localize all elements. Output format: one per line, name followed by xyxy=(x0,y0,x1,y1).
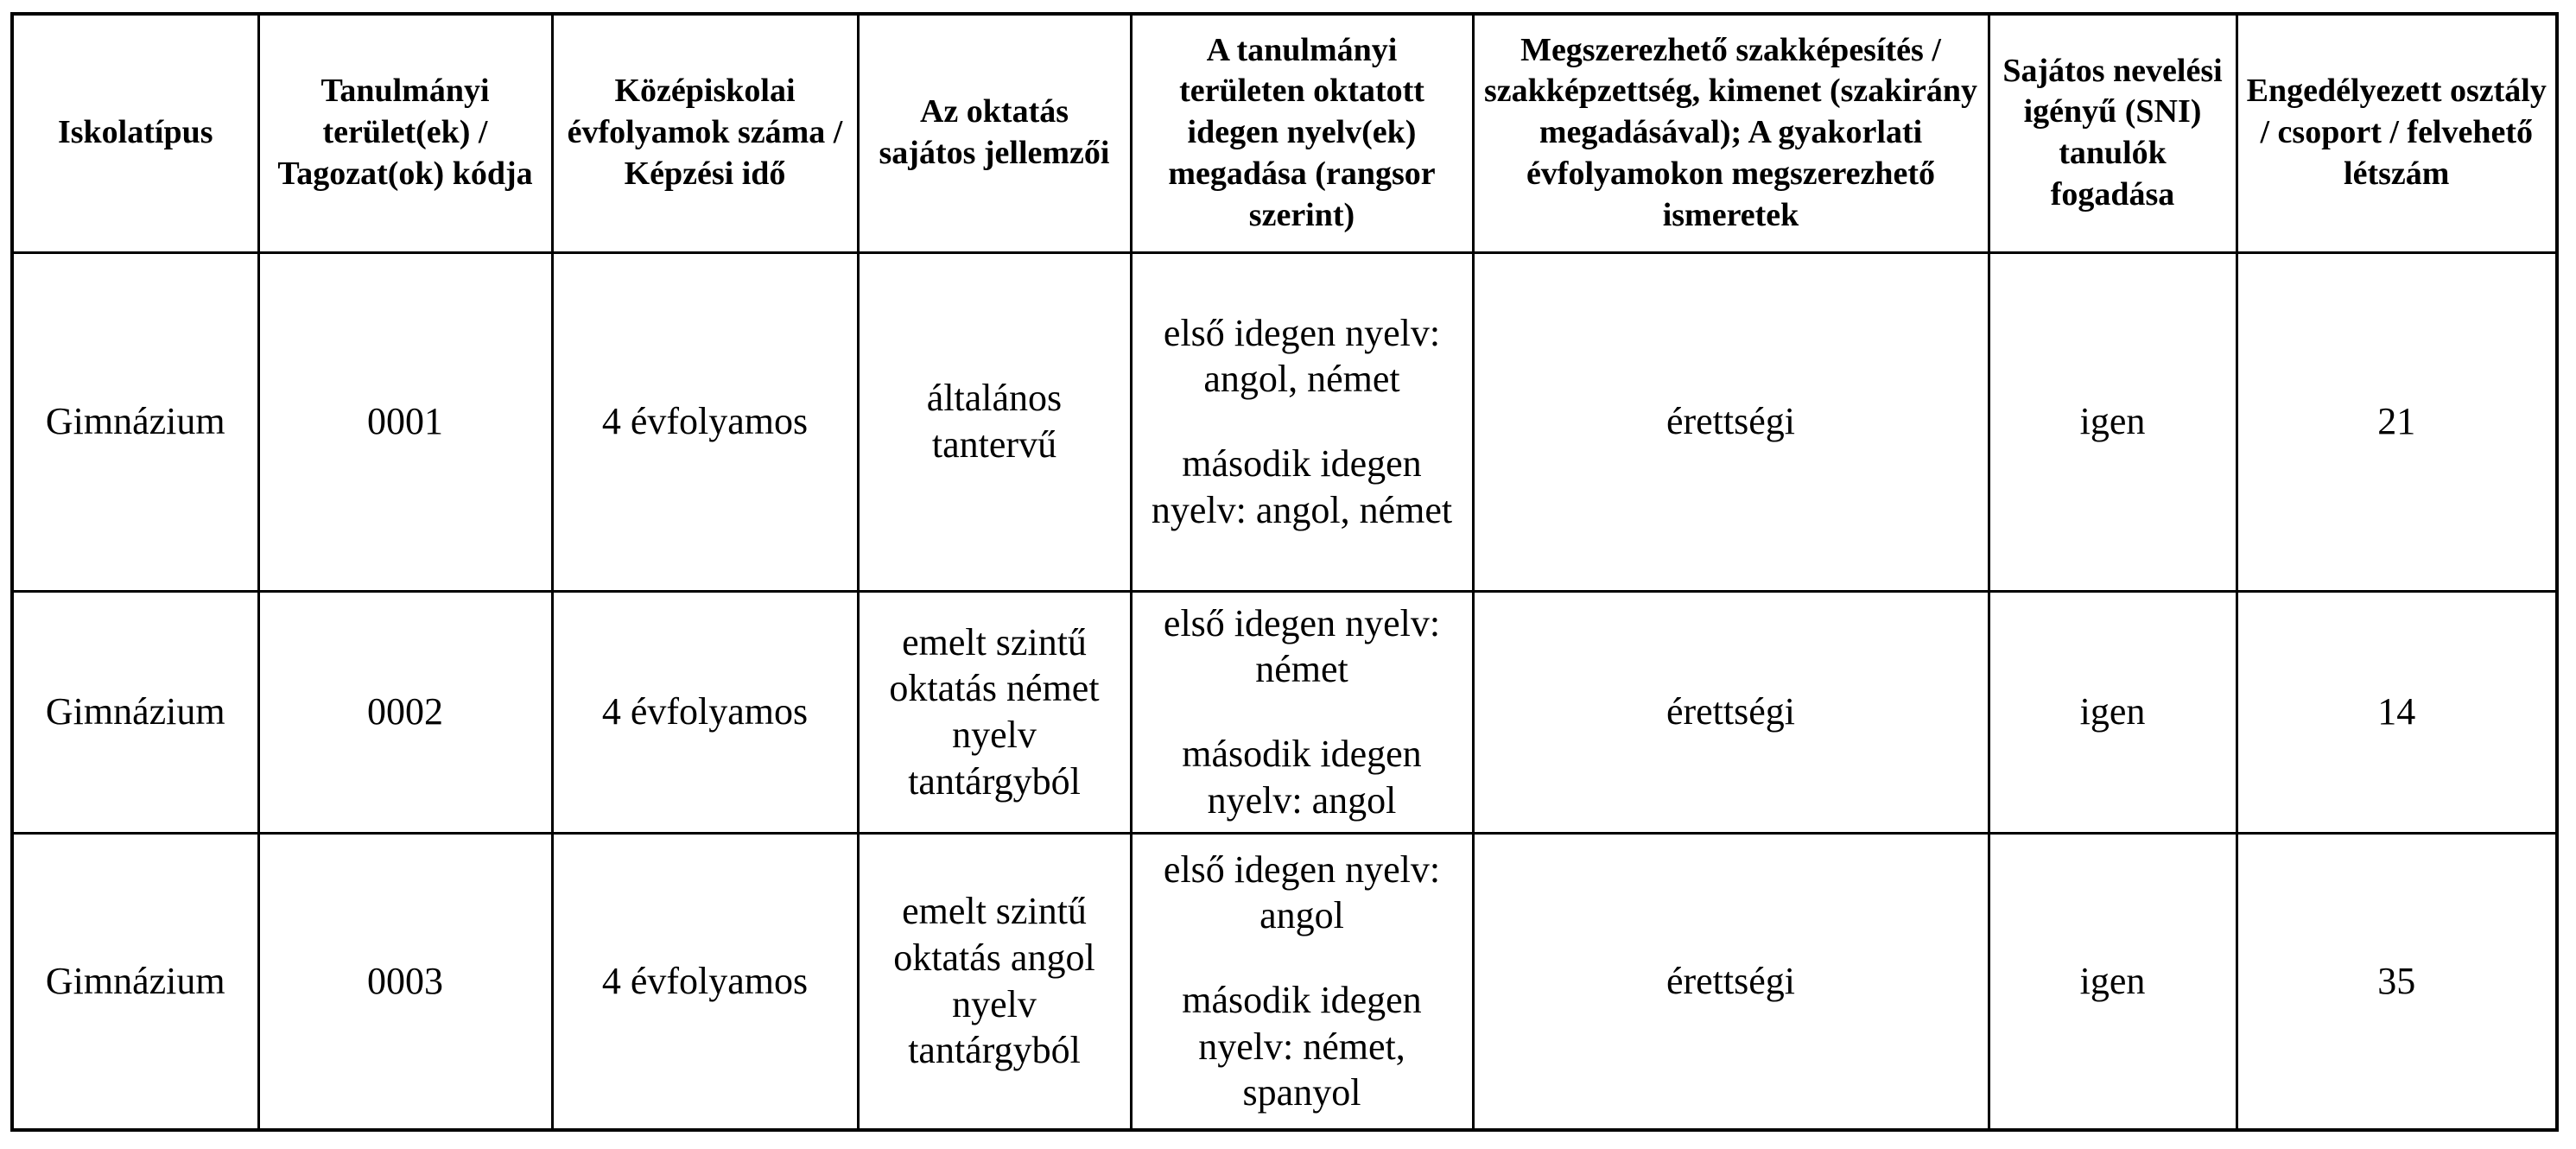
second-language-text: második idegen nyelv: német, spanyol xyxy=(1182,978,1422,1114)
column-header-code: Tanulmányi terület(ek) / Tagozat(ok) kódja xyxy=(258,14,552,252)
table-row xyxy=(12,591,2557,833)
cell-duration: 4 évfolyamos xyxy=(552,833,858,1130)
cell-capacity: 14 xyxy=(2237,591,2557,833)
cell-features: emelt szintű oktatás angol nyelv tantárgyból xyxy=(858,833,1131,1130)
first-language-text: első idegen nyelv: német xyxy=(1163,601,1441,691)
table-row xyxy=(12,833,2557,1130)
cell-duration: 4 évfolyamos xyxy=(552,591,858,833)
cell-languages xyxy=(1131,591,1473,833)
cell-code: 0001 xyxy=(258,252,552,591)
cell-school-type: Gimnázium xyxy=(12,252,258,591)
cell-code: 0003 xyxy=(258,833,552,1130)
table-header-row xyxy=(12,14,2557,252)
column-header-features: Az oktatás sajátos jellemzői xyxy=(858,14,1131,252)
column-header-qualification: Megszerezhető szakképesítés / szakképzettség, kimenet (szakirány megadásával); A gyakorlati évfolyamokon megszerezhető ismeretek xyxy=(1473,14,1989,252)
column-header-sni: Sajátos nevelési igényű (SNI) tanulók fogadása xyxy=(1989,14,2237,252)
column-header-duration: Középiskolai évfolyamok száma / Képzési idő xyxy=(552,14,858,252)
cell-qualification: érettségi xyxy=(1473,833,1989,1130)
cell-languages xyxy=(1131,833,1473,1130)
cell-sni: igen xyxy=(1989,591,2237,833)
cell-qualification: érettségi xyxy=(1473,252,1989,591)
column-header-capacity: Engedélyezett osztály / csoport / felvehető létszám xyxy=(2237,14,2557,252)
cell-sni: igen xyxy=(1989,252,2237,591)
cell-qualification: érettségi xyxy=(1473,591,1989,833)
cell-code: 0002 xyxy=(258,591,552,833)
table-row xyxy=(12,252,2557,591)
cell-features: emelt szintű oktatás német nyelv tantárgyból xyxy=(858,591,1131,833)
cell-capacity: 35 xyxy=(2237,833,2557,1130)
cell-capacity: 21 xyxy=(2237,252,2557,591)
first-language-text: első idegen nyelv: angol xyxy=(1163,847,1441,937)
cell-school-type: Gimnázium xyxy=(12,833,258,1130)
cell-languages xyxy=(1131,252,1473,591)
cell-duration: 4 évfolyamos xyxy=(552,252,858,591)
column-header-school-type: Iskolatípus xyxy=(12,14,258,252)
first-language-text: első idegen nyelv: angol, német xyxy=(1163,311,1441,401)
second-language-text: második idegen nyelv: angol, német xyxy=(1151,442,1453,531)
second-language-text: második idegen nyelv: angol xyxy=(1182,733,1422,822)
cell-sni: igen xyxy=(1989,833,2237,1130)
school-admissions-table xyxy=(10,12,2559,1132)
column-header-languages: A tanulmányi területen oktatott idegen nyelv(ek) megadása (rangsor szerint) xyxy=(1131,14,1473,252)
cell-school-type: Gimnázium xyxy=(12,591,258,833)
cell-features: általános tantervű xyxy=(858,252,1131,591)
